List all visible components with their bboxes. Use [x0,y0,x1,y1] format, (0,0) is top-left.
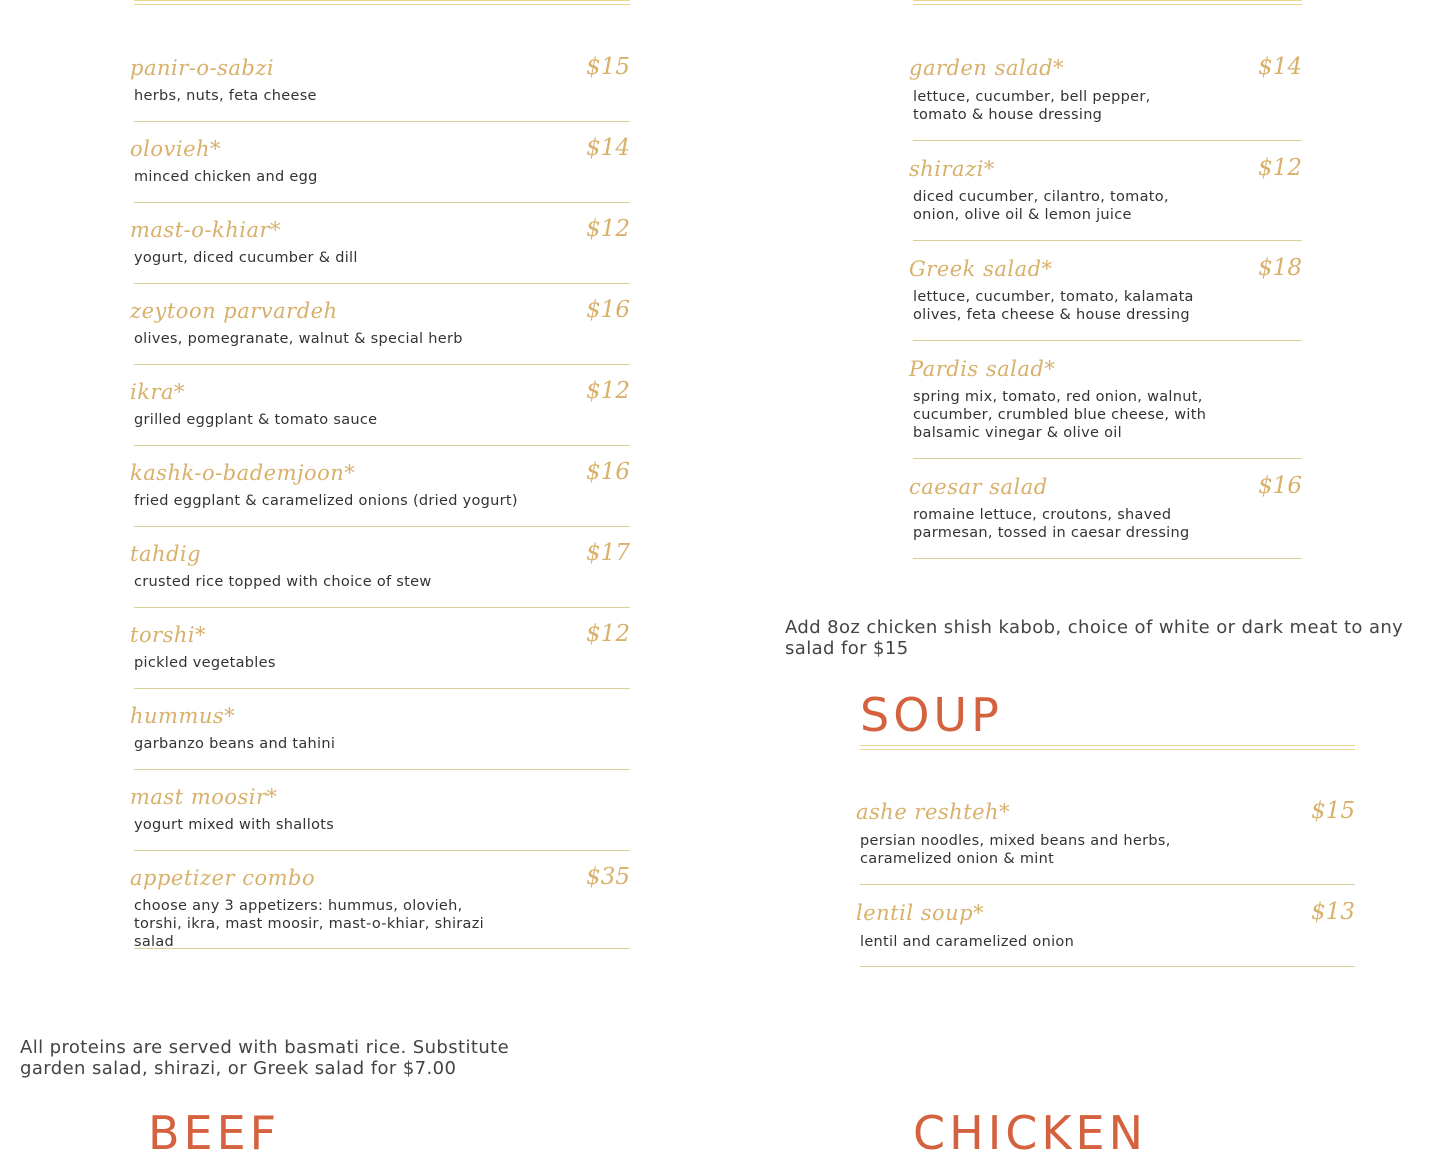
item-price: $12 [586,216,630,242]
menu-item [909,341,1302,459]
menu-item [909,241,1302,341]
item-price: $17 [586,540,630,566]
item-name: ashe reshteh* [856,800,1011,824]
salads-list [909,40,1302,559]
item-name: Greek salad* [909,257,1053,281]
item-name: mast-o-khiar* [130,218,282,242]
menu-item [856,885,1355,967]
item-description: yogurt, diced cucumber & dill [134,250,358,266]
item-description: fried eggplant & caramelized onions (dried yogurt) [134,493,518,509]
menu-item [130,851,630,950]
beef-title: BEEF [148,1106,281,1160]
soup-header-rule [860,745,1355,750]
item-price: $15 [1311,798,1355,824]
item-name: ikra* [130,380,185,404]
item-name: appetizer combo [130,866,316,890]
menu-item [130,122,630,203]
menu-item [130,770,630,851]
item-price: $18 [1258,255,1302,281]
item-name: Pardis salad* [909,357,1056,381]
menu-item [130,527,630,608]
menu-item [856,784,1355,885]
item-description: grilled eggplant & tomato sauce [134,412,378,428]
item-name: panir-o-sabzi [130,56,275,80]
item-name: zeytoon parvardeh [130,299,338,323]
item-name: shirazi* [909,157,995,181]
item-name: olovieh* [130,137,222,161]
menu-item [130,40,630,122]
proteins-note: All proteins are served with basmati rice. Substitute garden salad, shirazi, or Greek salad for $7.00 [20,1037,510,1079]
item-name: hummus* [130,704,236,728]
item-description: pickled vegetables [134,655,276,671]
menu-item [130,689,630,770]
item-description: choose any 3 appetizers: hummus, olovieh, torshi, ikra, mast moosir, mast-o-khiar, shirazi salad [134,898,484,950]
menu-item [130,608,630,689]
item-price: $14 [1258,54,1302,80]
menu-item [130,365,630,446]
item-price: $12 [586,378,630,404]
item-description: olives, pomegranate, walnut & special herb [134,331,463,347]
item-name: caesar salad [909,475,1048,499]
item-name: lentil soup* [856,901,985,925]
item-description: persian noodles, mixed beans and herbs, caramelized onion & mint [860,833,1171,867]
menu-item [909,141,1302,241]
soup-title: SOUP [860,688,1003,742]
item-name: kashk-o-bademjoon* [130,461,356,485]
item-description: herbs, nuts, feta cheese [134,88,317,104]
item-description: spring mix, tomato, red onion, walnut, cucumber, crumbled blue cheese, with balsamic vinegar & olive oil [913,389,1207,441]
chicken-title: CHICKEN [913,1106,1148,1160]
salads-header-rule [913,0,1302,5]
item-name: mast moosir* [130,785,278,809]
item-price: $16 [1258,473,1302,499]
appetizers-list [130,40,630,950]
item-price: $13 [1311,899,1355,925]
menu-item [130,446,630,527]
menu-item [130,203,630,284]
item-description: minced chicken and egg [134,169,318,185]
menu-item [909,40,1302,141]
soup-list [856,784,1355,967]
item-description: yogurt mixed with shallots [134,817,335,833]
item-description: lentil and caramelized onion [860,934,1075,950]
salad-addon-note: Add 8oz chicken shish kabob, choice of white or dark meat to any salad for $15 [785,617,1404,659]
item-description: diced cucumber, cilantro, tomato, onion, olive oil & lemon juice [913,189,1169,223]
item-price: $15 [586,54,630,80]
item-price: $16 [586,459,630,485]
item-price: $12 [586,621,630,647]
menu-item [909,459,1302,559]
appetizers-header-rule [134,0,630,5]
item-description: lettuce, cucumber, bell pepper, tomato & house dressing [913,89,1151,123]
item-description: garbanzo beans and tahini [134,736,336,752]
item-price: $35 [586,864,630,890]
item-description: crusted rice topped with choice of stew [134,574,432,590]
item-description: romaine lettuce, croutons, shaved parmesan, tossed in caesar dressing [913,507,1190,541]
item-price: $14 [586,135,630,161]
item-name: tahdig [130,542,202,566]
item-name: torshi* [130,623,207,647]
item-price: $12 [1258,155,1302,181]
item-description: lettuce, cucumber, tomato, kalamata olives, feta cheese & house dressing [913,289,1194,323]
menu-item [130,284,630,365]
item-name: garden salad* [909,56,1065,80]
item-price: $16 [586,297,630,323]
